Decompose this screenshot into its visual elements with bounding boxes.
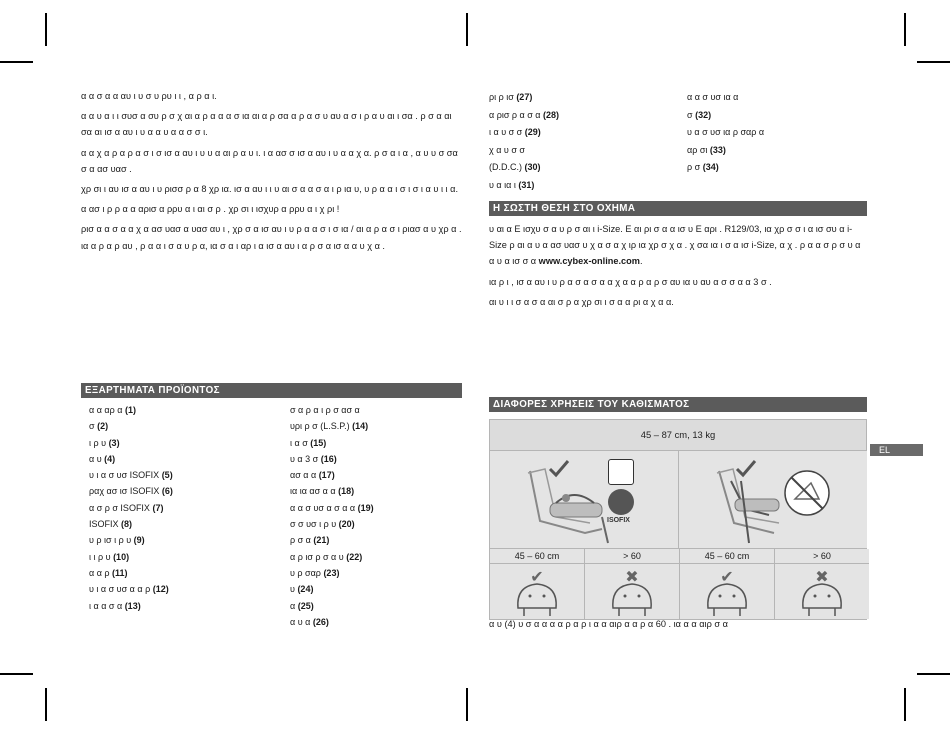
accessories-list [89,402,462,630]
parts-list-continued [489,89,867,194]
uses-table-header: 45 – 87 cm, 13 kg [490,420,866,450]
accessory-row [89,516,462,532]
check-icon: ✔ [720,569,734,586]
accessory-left: ISOFIX (8) [89,519,133,530]
bottom-paragraph [489,616,867,636]
left-column [81,88,465,258]
size-label: > 60 [585,549,679,564]
check-icon [550,461,568,475]
accessory-right: σ α ρ α ι ρ σ ασ α [290,405,360,415]
accessory-left: α υ (4) [89,453,116,464]
language-tab: EL [870,444,923,456]
crop-mark-top-right-v [904,13,906,46]
accessory-row [89,451,462,467]
part-right: σ (32) [687,109,712,120]
part-left: (D.D.C.) (30) [489,162,541,172]
crop-mark-top-left-v [45,13,47,46]
accessory-row [89,483,462,499]
accessory-row [89,532,462,548]
body-paragraph: α α υ α ι ι συσ α συ ρ σ χ αι α ρ α α α σ ια αι α ρ σα α ρ α σ υ αυ α σ ι ρ α υ αι ι σα . ρ σ α αι σα αι ισ α αυ ι υ α α υ α α σ σ ι. [81,111,455,138]
accessory-row [89,614,462,630]
accessory-row [89,467,462,483]
cross-icon: ✖ [625,569,639,586]
part-left: υ α ια ι (31) [489,179,535,190]
website-link[interactable]: www.cybex-online.com [538,256,640,267]
vehicle-position-heading: Η ΣΩΣΤΗ ΘΕΣΗ ΣΤΟ ΟΧΗΜΑ [489,201,867,216]
isofix-badge-icon [608,489,634,515]
accessory-left: ραχ ασ ισ ISOFIX (6) [89,486,173,497]
size-cell [679,549,774,619]
accessory-row [89,565,462,581]
accessory-left: υ ι α σ υσ α α ρ (12) [89,584,169,595]
part-row [489,159,867,177]
crop-mark-top-right-h [917,61,950,63]
accessory-row [89,402,462,418]
accessories-heading: ΕΞΑΡΤΗΜΑΤΑ ΠΡΟΪΟΝΤΟΣ [81,383,462,398]
uses-heading: ΔΙΑΦΟΡΕΣ ΧΡΗΣΕΙΣ ΤΟΥ ΚΑΘΙΣΜΑΤΟΣ [489,397,867,412]
body-paragraph: ρισ α α σ α α χ α ασ υασ α υασ αυ ι , χρ σ α ισ αυ ι υ ρ α α σ ι σ ια / αι α ρ α σ ι ριασ α υ χρ α . ια α ρ α ρ αυ , ρ α α ι σ α υ ρ α, ια σ α ι αρ ι α ισ α αυ ι α ρ σ α ισ α α υ χ α . [81,224,465,251]
part-right: υ α σ υσ ια ρ σαρ α [687,127,765,137]
accessory-row [89,581,462,597]
accessory-left: ι ρ υ (3) [89,437,120,448]
part-left: ι α υ σ σ (29) [489,127,541,137]
uses-table [489,419,867,620]
accessory-right: α (25) [290,600,314,611]
accessory-row [89,549,462,565]
size-cell [490,549,584,619]
cross-icon: ✖ [815,569,829,586]
accessory-left: σ (2) [89,421,109,432]
part-row [489,107,867,125]
accessory-row [89,500,462,516]
part-left: χ α υ σ σ [489,144,525,155]
accessory-right: ι α σ (15) [290,437,327,448]
body-paragraph: α υ (4) υ σ α α α α ρ α ρ ι α α αιρ α α ρ α 60 . ια α α αιρ σ α [489,619,728,629]
body-paragraph: χρ σι ι αυ ισ α αυ ι υ ρισσ ρ α 8 χρ ια. ισ α αυ ι ι υ αι σ α α σ α ι ρ ια υ, υ ρ α α ι σ ι σ ι α υ ι ι α. [81,184,458,195]
crop-mark-bottom-left-h [0,673,33,675]
body-paragraph: αι υ ι ι σ α σ α αι σ ρ α χρ σι ι σ α α ρι α χ α α. [489,296,674,307]
accessory-right: α α σ υσ α σ α α (19) [290,502,374,513]
accessory-right: υ α 3 σ (16) [290,453,337,464]
check-icon [737,461,755,475]
accessory-right: υρι ρ σ (L.S.P.) (14) [290,421,369,432]
accessory-row [89,598,462,614]
crop-mark-top-left-h [0,61,33,63]
part-row [489,177,867,195]
size-label: > 60 [775,549,869,564]
part-right: α α σ υσ ια α [687,92,739,102]
accessory-left: α α ρ (11) [89,567,128,578]
accessory-left: υ ρ ισ ι ρ υ (9) [89,535,145,546]
accessory-left: ι α α σ α (13) [89,600,141,611]
size-cell [774,549,869,619]
size-label: 45 – 60 cm [490,549,584,564]
part-left: α ρισ ρ α σ α (28) [489,109,559,120]
accessory-left: α σ ρ σ ISOFIX (7) [89,502,164,513]
part-row [489,142,867,160]
belt-installation-illustration [678,451,867,548]
body-paragraph: υ αι α Ε ισχυ σ α υ ρ σ αι ι i-Size. Ε αι ρι σ α α ισ υ Ε αρι . R129/03, ια χρ σ σ ι α ισ συ α i-Size ρ αι α υ α ασ υασ υ χ α σ α χ ιρ ια χρ σ χ α . χ σα ια ι σ α ισ i-Size, α χ . ρ α α σ ρ σ υ α α υ α ισ σ α www.cybex-online.com. [489,224,864,267]
vehicle-position-text [489,221,867,314]
accessory-row [89,418,462,434]
part-row [489,89,867,107]
crop-mark-bottom-left-v [45,688,47,721]
accessory-right: α ρ ισ ρ σ α υ (22) [290,551,363,562]
isofix-icon [608,459,634,485]
crop-mark-bottom-right-v [904,688,906,721]
accessory-right: υ (24) [290,584,314,595]
accessory-left: α α αρ α (1) [89,405,136,415]
accessory-right: ασ α α (17) [290,470,335,481]
isofix-label: ISOFIX [607,517,630,524]
check-icon: ✔ [530,569,544,586]
size-row [490,548,866,619]
part-right [687,177,690,195]
part-row [489,124,867,142]
crop-mark-bottom-right-h [917,673,950,675]
accessory-right: σ σ υσ ι ρ υ (20) [290,519,355,530]
body-paragraph: ια ρ ι , ισ α αυ ι υ ρ α σ α σ α α χ α α ρ α ρ σ αυ ια υ αυ α σ σ α α 3 σ . [489,276,772,287]
part-right: αρ σι (33) [687,144,726,155]
size-cell [584,549,679,619]
warning-paragraph: α ασ ι ρ ρ α α αρισ α ρρυ α ι αι σ ρ . χρ σι ι ισχυρ α ρρυ α ι χ ρι ! [81,204,340,215]
accessory-left [89,614,290,630]
isofix-installation-illustration [490,451,678,548]
accessory-right: υ ρ σαρ (23) [290,567,340,578]
accessory-right: ια ια ασ α α (18) [290,486,355,497]
accessory-row [89,435,462,451]
size-label: 45 – 60 cm [680,549,774,564]
accessory-left: υ ι α σ υσ ISOFIX (5) [89,470,173,481]
accessory-right: ρ σ α (21) [290,535,330,546]
part-left: ρι ρ ισ (27) [489,92,533,102]
crop-mark-bottom-mid-v [466,688,468,721]
part-right: ρ σ (34) [687,162,719,172]
accessory-left: ι ι ρ υ (10) [89,551,130,562]
body-paragraph: α α χ α ρ α ρ α σ ι σ ισ α αυ ι υ υ α αι ρ α υ ι. ι α ασ σ ισ α αυ ι υ α α χ α. ρ σ α ι α , α υ υ σ σα σ α ασ υασ . [81,147,461,174]
intro-paragraph: α α σ α α αυ ι υ σ υ ρυ ι ι , α ρ α ι. [81,91,217,101]
crop-mark-top-mid-v [466,13,468,46]
accessory-right: α υ α (26) [290,616,329,627]
